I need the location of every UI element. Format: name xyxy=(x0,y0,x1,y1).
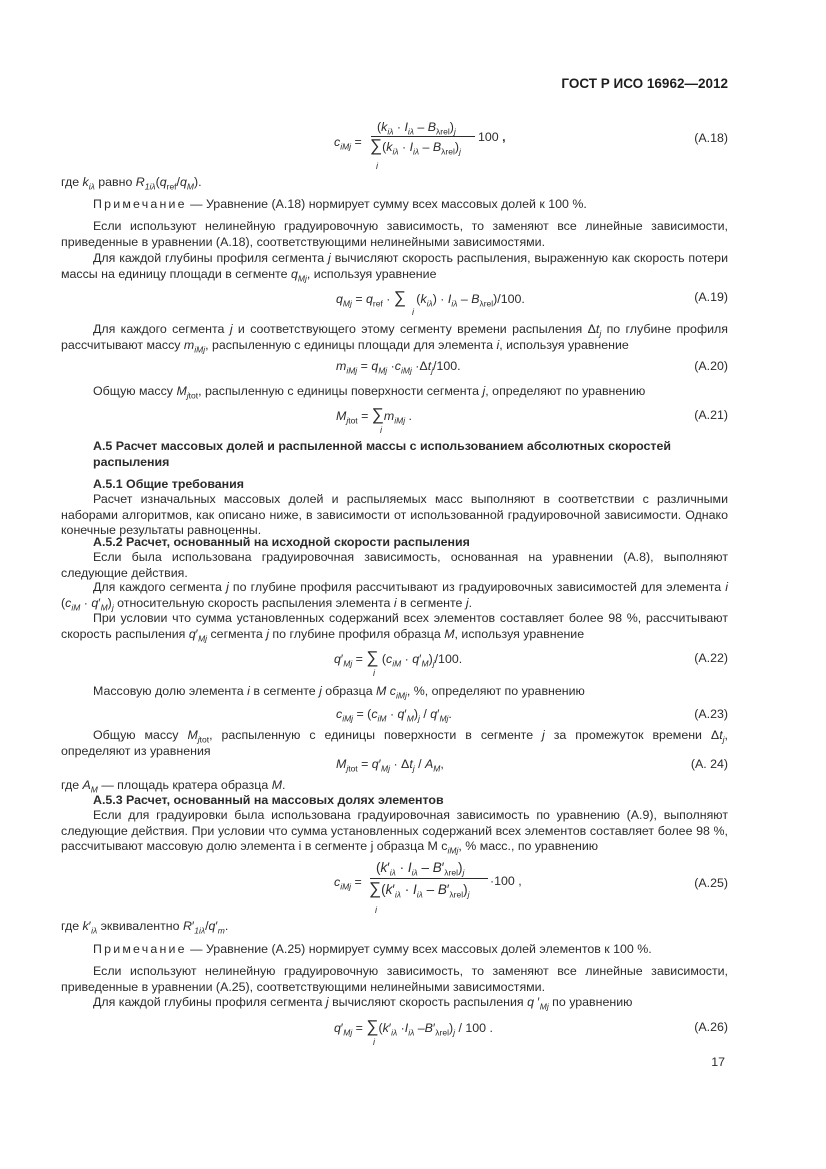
paragraph-a20-intro: Для каждого сегмента j и соответствующего этому сегменту времени распыления $\Delta t_j$ по глубине профиля рассчитывают массу $m_{iMj}$, распыленную с единицы площади для элемента i, используя уравнение xyxy=(61,322,728,355)
paragraph-where-k: где $k_{i\lambda}$ равно $R_{1i\lambda}(q_{ref}/q_M)$. xyxy=(61,175,202,192)
note-1: Примечание — Уравнение (А.18) нормирует сумму всех массовых долей к 100 %. xyxy=(93,197,587,211)
paragraph-a24-intro: Общую массу $M_{jtot}$, распыленную с единицы поверхности в сегменте j за промежуток времени $\Delta t_j$, определяют из уравнения xyxy=(61,728,728,758)
paragraph-where-k-prime: где $k'_{i\lambda}$ эквивалентно $R'_{1i\lambda}/q'_m$. xyxy=(61,919,229,936)
note-2: Примечание — Уравнение (А.25) нормирует сумму всех массовых долей элементов к 100 %. xyxy=(93,942,652,956)
section-a52-title: А.5.2 Расчет, основанный на исходной скорости распыления xyxy=(93,535,470,549)
paragraph-a51: Расчет изначальных массовых долей и распыляемых масс выполняют в соответствии с различными наборами алгоритмов, как описано ниже, в зависимости от использованной градуировочной зависимости. Однако конечные результаты равноценны. xyxy=(61,492,728,538)
equation-number: (A.23) xyxy=(694,707,728,721)
paragraph-a26-intro: Для каждой глубины профиля сегмента j вычисляют скорость распыления q $'_{Mj}$ по уравнению xyxy=(93,995,633,1012)
paragraph-a22-intro: При условии что сумма установленных содержаний всех элементов составляет более 98 %, рассчитывают скорость распыления $q'_{Mj}$ сегмента j по глубине профиля образца M, используя уравнение xyxy=(61,611,728,644)
paragraph-where-am: где $A_M$ — площадь кратера образца M. xyxy=(61,778,286,795)
equation-number: (A. 24) xyxy=(690,757,728,771)
section-a5-title: А.5 Расчет массовых долей и распыленной массы с использованием абсолютных скоростей распыления xyxy=(93,439,672,469)
document-page: ГОСТ Р ИСО 16962—2012 $c_{iMj}$ = $(k_{i\lambda} \cdot I_{i\lambda} - B_{\lambda rel})_j$ $\sum(k_{i\lambda} \cdot I_{i\lambda} - B_{\lambda rel})_j$ i 100 , (A.18) где $k_{i\lambda}$ равно $R_{1i\lambda}(q_{ref}/q_M)$. Примечание — Уравнение (А.18) нормирует сумму всех массовых долей к 100 %. Если используют нелинейную градуировочную зависимость, то заменяют все линейные зависимости, приведенные в уравнении (А.18), соответствующими нелинейными зависимостями. Для каждой глубины профиля сегмента j вычисляют скорость распыления, выраженную как скорость потери массы на единицу площади в сегменте $q_{Mj}$, используя уравнение $q_{Mj} = q_{ref}$ · ∑ $(k_{i\lambda}) \cdot I_{i\lambda} - B_{\lambda rel})/100$. i (A.19) Для каждого сегмента j и соответствующего этому сегменту времени распыления $\Delta t_j$ по глубине профиля рассчитывают массу $m_{iMj}$, распыленную с единицы площади для элемента i, используя уравнение $m_{iMj} = q_{Mj} \cdot c_{iMj} \cdot\Delta t_j/100$. (A.20) Общую массу $M_{jtot}$, распыленную с единицы поверхности сегмента j, определяют по уравнению $M_{jtot} = \sum m_{iMj}$ . i (A.21) А.5 Расчет массовых долей и распыленной массы с использованием абсолютных скоростей распыления А.5.1 Общие требования Расчет изначальных массовых долей и распыляемых масс выполняют в соответствии с различными наборами алгоритмов, как описано ниже, в зависимости от использованной градуировочной зависимости. Однако конечные результаты равноценны. А.5.2 Расчет, основанный на исходной скорости распыления Если была использована градуировочная зависимость, основанная на уравнении (А.8), выполняют следующие действия. Для каждого сегмента j по глубине профиля рассчитывают из градуировочных зависимостей для элемента i $(c_{iM} \cdot q'_M)_j$ относительную скорость распыления элемента i в сегменте j. При условии что сумма установленных содержаний всех элементов составляет более 98 %, рассчитывают скорость распыления $q'_{Mj}$ сегмента j по глубине профиля образца M, используя уравнение $q'_{Mj}$ = ∑ $(c_{iM} \cdot q'_M)_j/100$. i (A.22) Массовую долю элемента i в сегменте j образца M $c_{iMj}$, %, определяют по уравнению $c_{iMj} = (c_{iM} \cdot q'_M)_j / q'_{Mj}$. (A.23) Общую массу $M_{jtot}$, распыленную с единицы поверхности в сегменте j за промежуток времени $\Delta t_j$, определяют из уравнения $M_{jtot} = q'_{Mj} \cdot \Delta t_j / A_M$, (A. 24) где $A_M$ — площадь кратера образца M. А.5.3 Расчет, основанный на массовых долях элементов Если для градуировки была использована градуировочная зависимость по уравнению (А.9), выполняют следующие действия. При условии что сумма установленных содержаний всех элементов составляет более 98 %, рассчитывают массовую долю элемента i в сегменте j образца M $c_{iMj}$, % масс., по уравнению $c_{iMj}$ = $(k'_{i\lambda} \cdot I_{i\lambda} - B'_{\lambda rel})_j$ $\sum(k'_{i\lambda} \cdot I_{i\lambda} - B'_{\lambda rel})_j$ i ·100 , (A.25) где $k'_{i\lambda}$ эквивалентно $R'_{1i\lambda}/q'_m$. Примечание — Уравнение (А.25) нормирует сумму всех массовых долей элементов к 100 %. Если используют нелинейную градуировочную зависимость, то заменяют все линейные зависимости, приведенные в уравнении (А.25), соответствующими нелинейными зависимостями. Для каждой глубины профиля сегмента j вычисляют скорость распыления q $'_{Mj}$ по уравнению $q'_{Mj} = \sum(k'_{i\lambda} \cdot I_{i\lambda}$ $-B'_{\lambda rel})_j / 100$ . i (A.26) 17 xyxy=(61,76,728,1069)
equation-number: (A.22) xyxy=(694,651,728,665)
equation-number: (A.18) xyxy=(694,131,728,145)
paragraph-a53: Если для градуировки была использована градуировочная зависимость по уравнению (А.9), выполняют следующие действия. При условии что сумма установленных содержаний всех элементов составляет более 98 %, рассчитывают массовую долю элемента i в сегменте j образца M $c_{iMj}$, % масс., по уравнению xyxy=(61,808,728,856)
paragraph-a52: Если была использована градуировочная зависимость, основанная на уравнении (А.8), выполняют следующие действия. xyxy=(61,550,728,580)
page-number: 17 xyxy=(711,1055,725,1069)
equation-number: (A.25) xyxy=(694,876,728,890)
paragraph-a23-intro: Массовую долю элемента i в сегменте j образца M $c_{iMj}$, %, определяют по уравнению xyxy=(93,684,585,701)
paragraph-nonlinear-1: Если используют нелинейную градуировочную зависимость, то заменяют все линейные зависимости, приведенные в уравнении (А.18), соответствующими нелинейными зависимостями. xyxy=(61,219,728,249)
paragraph-a19-intro: Для каждой глубины профиля сегмента j вычисляют скорость распыления, выраженную как скорость потери массы на единицу площади в сегменте $q_{Mj}$, используя уравнение xyxy=(61,251,728,284)
equation-number: (A.20) xyxy=(694,359,728,373)
standard-header: ГОСТ Р ИСО 16962—2012 xyxy=(561,76,728,91)
paragraph-a52-step1: Для каждого сегмента j по глубине профиля рассчитывают из градуировочных зависимостей для элемента i $(c_{iM} \cdot q'_M)_j$ относительную скорость распыления элемента i в сегменте j. xyxy=(61,580,728,613)
paragraph-a21-intro: Общую массу $M_{jtot}$, распыленную с единицы поверхности сегмента j, определяют по уравнению xyxy=(93,384,646,401)
equation-number: (A.19) xyxy=(694,290,728,304)
section-a53-title: А.5.3 Расчет, основанный на массовых долях элементов xyxy=(93,793,444,807)
equation-number: (A.26) xyxy=(694,1020,728,1034)
section-a51-title: А.5.1 Общие требования xyxy=(93,477,245,491)
paragraph-nonlinear-2: Если используют нелинейную градуировочную зависимость, то заменяют все линейные зависимости, приведенные в уравнении (А.25), соответствующими нелинейными зависимостями. xyxy=(61,964,728,994)
equation-number: (A.21) xyxy=(694,408,728,422)
